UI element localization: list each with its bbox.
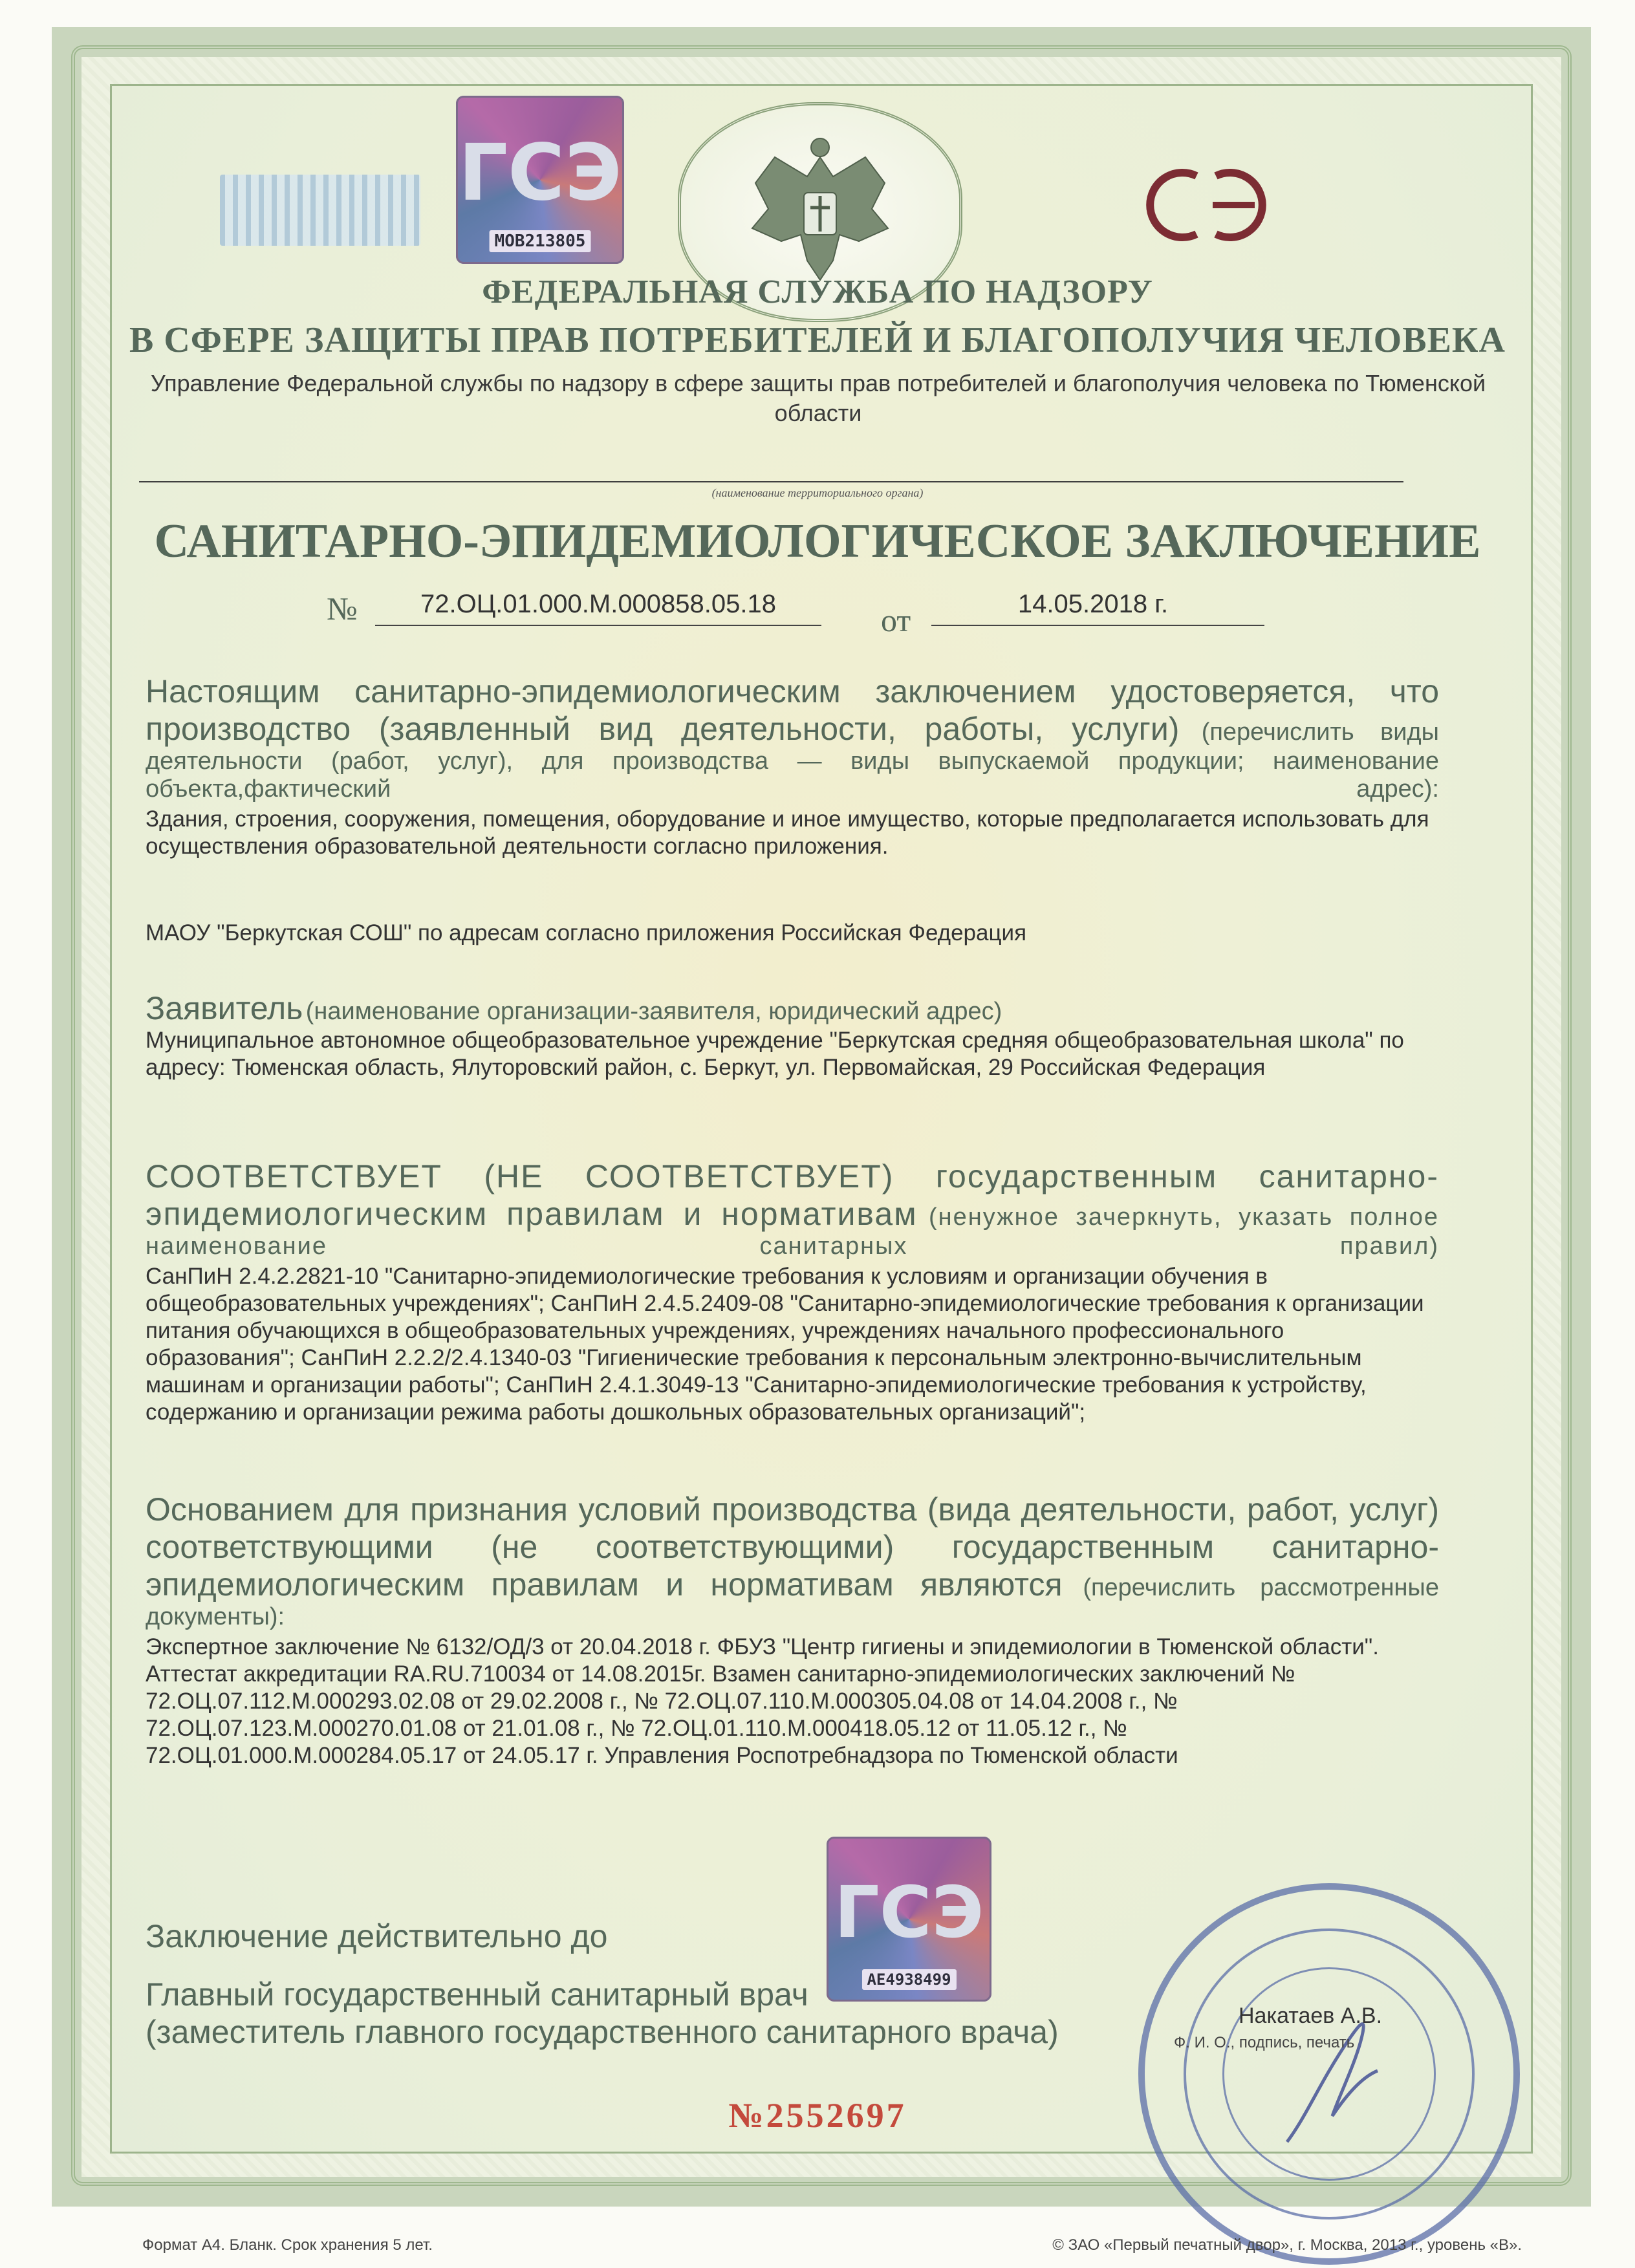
validity-label: Заключение действительно до — [146, 1918, 608, 1954]
document-title: САНИТАРНО-ЭПИДЕМИОЛОГИЧЕСКОЕ ЗАКЛЮЧЕНИЕ — [154, 515, 1481, 568]
compliance-lead: СООТВЕТСТВУЕТ (НЕ СООТВЕТСТВУЕТ) государственным санитарно-эпидемиологическим правилам и нормативам — [146, 1158, 1439, 1232]
applicant-value: Муниципальное автономное общеобразовательное учреждение "Беркутская средняя общеобразовательная школа" по адресу: Тюменская область, Ялуторовский район, с. Беркут, ул. Первомайская, 29 Российская Федерация — [146, 1028, 1404, 1080]
form-serial-number: №2552697 — [728, 2096, 907, 2135]
applicant-label: Заявитель — [146, 990, 303, 1026]
hologram-serial-bottom: AE4938499 — [861, 1969, 956, 1990]
basis-lead: Основанием для признания условий производства (вида деятельности, работ, услуг) соответствующими (не соответствующими) государственным санитарно-эпидемиологическим правилам и нормативам являются — [146, 1491, 1439, 1603]
production-hint: (перечислить виды деятельности (работ, услуг), для производства — виды выпускаемой продукции; наименование объекта,фактический адрес): — [146, 718, 1439, 803]
authority-underline — [139, 481, 1403, 482]
signatory-deputy: (заместитель главного государственного санитарного врача) — [146, 2014, 1059, 2050]
production-object: МАОУ "Беркутская СОШ" по адресам согласно приложения Российская Федерация — [146, 920, 1027, 945]
double-headed-eagle-icon — [730, 131, 911, 293]
date-prefix: от — [881, 602, 911, 638]
hologram-serial-top: MOB213805 — [490, 230, 591, 252]
document-date: 14.05.2018 г. — [1017, 590, 1169, 618]
compliance-hint: (ненужное зачеркнуть, указать полное наименование санитарных правил) — [146, 1204, 1439, 1260]
agency-title-line1: ФЕДЕРАЛЬНАЯ СЛУЖБА ПО НАДЗОРУ — [482, 274, 1153, 310]
section-applicant — [146, 989, 1439, 1081]
applicant-hint: (наименование организации-заявителя, юридический адрес) — [305, 998, 1002, 1025]
date-underline — [931, 625, 1264, 626]
production-value: Здания, строения, сооружения, помещения, оборудование и иное имущество, которые предполагается использовать для осуществления образовательной деятельности согласно приложения. — [146, 806, 1429, 859]
section-compliance — [146, 1158, 1439, 1426]
basis-value: Экспертное заключение № 6132/ОД/3 от 20.04.2018 г. ФБУЗ "Центр гигиены и эпидемиологии в Тюменской области". Аттестат аккредитации RA.RU.710034 от 14.08.2015г. Взамен санитарно-эпидемиологических заключений № 72.ОЦ.07.112.М.000293.02.08 от 29.02.2008 г., № 72.ОЦ.07.110.М.000305.04.08 от 14.04.2008 г., № 72.ОЦ.07.123.М.000270.01.08 от 21.01.08 г., № 72.ОЦ.01.110.М.000418.05.12 от 11.05.12 г., № 72.ОЦ.01.000.М.000284.05.17 от 24.05.17 г. Управления Роспотребнадзора по Тюменской области — [146, 1634, 1379, 1768]
section-basis — [146, 1491, 1439, 1769]
signatory-caption: Ф. И. О., подпись, печать — [1174, 2034, 1355, 2051]
number-underline — [375, 625, 821, 626]
territorial-authority: Управление Федеральной службы по надзору в сфере защиты прав потребителей и благополучия человека по Тюменской области — [150, 370, 1486, 426]
agency-title-line2: В СФЕРЕ ЗАЩИТЫ ПРАВ ПОТРЕБИТЕЛЕЙ И БЛАГОПОЛУЧИЯ ЧЕЛОВЕКА — [129, 320, 1506, 360]
footer-format-note: Формат А4. Бланк. Срок хранения 5 лет. — [142, 2236, 433, 2254]
basis-hint: (перечислить рассмотренные документы): — [146, 1574, 1439, 1630]
document-number: 72.ОЦ.01.000.М.000858.05.18 — [420, 590, 776, 618]
microprint-strip — [220, 175, 420, 246]
gost-hologram-icon: ГСЭ — [458, 128, 622, 219]
number-sign: № — [327, 590, 358, 627]
production-lead: Настоящим санитарно-эпидемиологическим заключением удостоверяется, что производство (заявленный вид деятельности, работы, услуги) — [146, 673, 1439, 747]
official-seal — [1138, 1883, 1520, 2265]
footer-printer-note: © ЗАО «Первый печатный двор», г. Москва, 2013 г., уровень «В». — [1052, 2236, 1522, 2254]
hologram-sticker-top — [456, 96, 624, 264]
se-logo-icon — [1135, 157, 1277, 254]
signatory-name: Накатаев А.В. — [1239, 2003, 1383, 2028]
gost-hologram-icon: ГСЭ — [834, 1871, 984, 1954]
section-production — [146, 673, 1439, 947]
compliance-value: СанПиН 2.4.2.2821-10 "Санитарно-эпидемиологические требования к условиям и организации обучения в общеобразовательных учреждениях"; СанПиН 2.4.5.2409-08 "Санитарно-эпидемиологические требования к организации питания обучающихся в общеобразовательных учреждениях, учреждениях начального профессионального образования"; СанПиН 2.2.2/2.4.1340-03 "Гигиенические требования к персональным электронно-вычислительным машинам и организации работы"; СанПиН 2.4.1.3049-13 "Санитарно-эпидемиологические требования к устройству, содержанию и организации режима работы дошкольных образовательных организаций"; — [146, 1264, 1424, 1425]
authority-caption: (наименование территориального органа) — [711, 486, 924, 499]
signatory-title: Главный государственный санитарный врач — [146, 1976, 808, 2013]
